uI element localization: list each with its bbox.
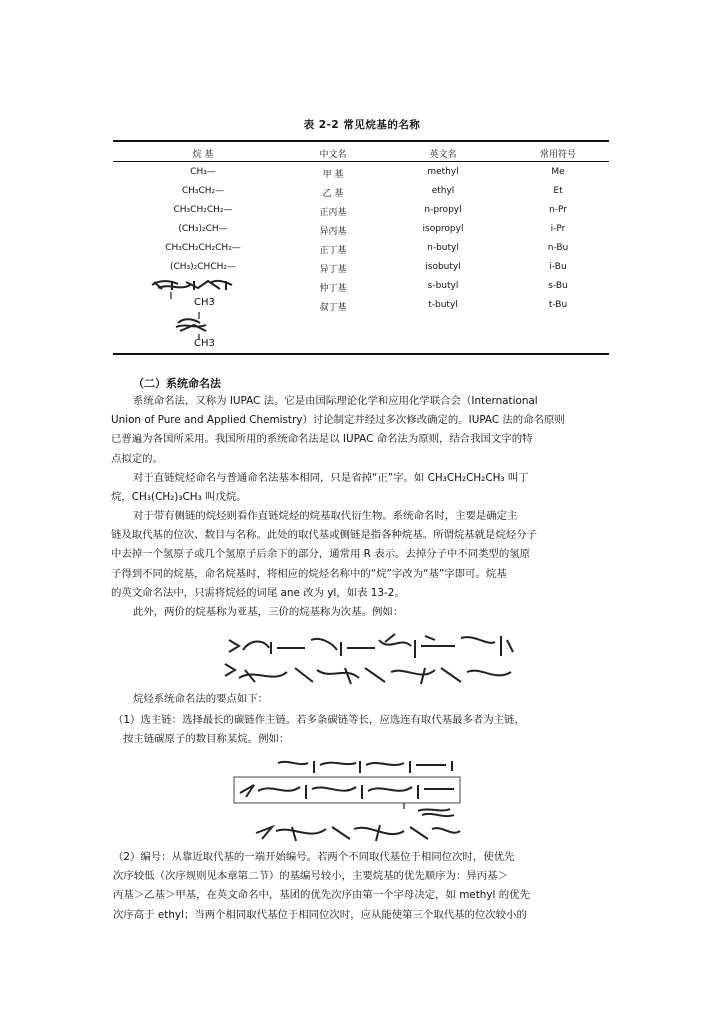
cell-symbol: n-Pr (549, 205, 567, 215)
cell-symbol: i-Pr (550, 224, 566, 234)
text-line: 系统命名法，又称为 IUPAC 法。它是由国际理论化学和应用化学联合会（International (133, 395, 538, 407)
paragraph-numbering (113, 848, 618, 925)
cell-symbol: t-Bu (548, 300, 568, 310)
cell-english: s-butyl (427, 281, 459, 291)
text-line: 次序较低（次序规则见本章第二节）的基编号较小，主要烷基的优先顺序为：异丙基＞ (113, 870, 508, 883)
cell-symbol: n-Bu (547, 243, 569, 253)
cell-chinese: 甲 基 (322, 170, 344, 180)
paragraph-main-chain (113, 711, 618, 749)
paragraph-branched (111, 507, 616, 603)
cell-chinese: 正丙基 (319, 208, 347, 218)
table-caption: 表 2-2 常见烷基的名称 (303, 119, 421, 131)
text-line: 丙基＞乙基＞甲基，在英文命名中，基团的优先次序由第一个字母决定，如 methyl 的优先 (113, 889, 530, 902)
cell-symbol: i-Bu (549, 262, 567, 272)
cell-chinese: 乙 基 (322, 189, 344, 199)
table-row (113, 186, 609, 204)
butyl-structure-figure (150, 279, 235, 354)
header-symbol: 常用符号 (539, 150, 576, 160)
cell-english: n-propyl (424, 205, 462, 215)
cell-formula: (CH₃)₂CH— (178, 224, 228, 234)
cell-english: methyl (427, 167, 459, 177)
cell-formula: (CH₃)₂CHCH₂— (169, 262, 236, 272)
text-line: 中去掉一个氢原子或几个氢原子后余下的部分，通常用 R 表示。去掉分子中不同类型的氢原 (111, 548, 531, 561)
header-chinese-name: 中文名 (319, 150, 347, 160)
text-line: 按主链碳原子的数目称某烷。例如： (123, 733, 290, 746)
table-row (113, 224, 609, 242)
text-line: 对于带有侧链的烷烃则看作直链烷烃的烷基取代衍生物。系统命名时，主要是确定主 (133, 510, 518, 522)
text-line: 已普遍为各国所采用。我国所用的系统命名法是以 IUPAC 命名法为原则，结合我国文字的特 (111, 433, 533, 446)
cell-formula: CH₃CH₂CH₂CH₂— (165, 243, 241, 253)
header-alkyl: 烷 基 (192, 150, 214, 160)
text-line: 的英文命名法中，只需将烷烃的词尾 ane 改为 yl，如表 13-2。 (111, 586, 405, 599)
text-line: 子得到不同的烷基，命名烷基时，将相应的烷烃名称中的“烷”字改为“基”字即可。烷基 (111, 567, 507, 580)
cell-chinese: 异丙基 (319, 227, 347, 237)
cell-english: t-butyl (428, 300, 458, 310)
text-line: Union of Pure and Applied Chemistry）讨论制定并经过多次修改确定的。IUPAC 法的命名原则 (111, 414, 565, 427)
paragraph-iupac (111, 392, 616, 469)
text-line: 链及取代基的位次、数目与名称。此处的取代基或侧链是指各种烷基。所谓烷基就是烷烃分子 (111, 529, 538, 542)
main-chain-example-figure (232, 757, 464, 849)
cell-formula: CH₃CH₂— (181, 186, 225, 196)
cell-symbol: Me (551, 167, 565, 177)
table-row (113, 167, 609, 185)
section-heading: （二）系统命名法 (133, 377, 221, 390)
cell-chinese: 叔丁基 (319, 303, 347, 313)
text-line: （1）选主链：选择最长的碳链作主链。若多条碳链等长，应选连有取代基最多者为主链， (113, 714, 525, 726)
text-line: 次序高于 ethyl；当两个相同取代基位于相同位次时，应从能使第三个取代基的位次较小的 (113, 908, 527, 921)
header-english-name: 英文名 (429, 150, 457, 160)
cell-english: isopropyl (422, 224, 464, 234)
text-line: 此外，两价的烷基称为亚基，三价的烷基称为次基。例如： (133, 606, 404, 618)
cell-english: n-butyl (427, 243, 459, 253)
text-line: （2）编号：从靠近取代基的一端开始编号。若两个不同取代基位于相同位次时，使优先 (113, 851, 515, 863)
table-top-rule (113, 140, 609, 142)
ch3-label-top: CH3 (194, 297, 215, 308)
table-row (113, 243, 609, 261)
cell-chinese: 异丁基 (319, 265, 347, 275)
cell-english: isobutyl (425, 262, 461, 272)
paragraph-key-points (111, 690, 616, 709)
text-line: 点拟定的。 (111, 452, 163, 465)
paragraph-divalent (111, 603, 616, 622)
text-line: 烷，CH₃(CH₂)₃CH₃ 叫戊烷。 (111, 491, 247, 504)
cell-symbol: Et (553, 186, 563, 196)
paragraph-straight-chain (111, 469, 616, 507)
table-row (113, 205, 609, 223)
table-header (113, 147, 609, 165)
table-row (113, 262, 609, 280)
cell-formula: CH₃CH₂CH₂— (173, 205, 233, 215)
cell-english: ethyl (431, 186, 455, 196)
text-line: 对于直链烷烃命名与普通命名法基本相同，只是省掉“正”字。如 CH₃CH₂CH₂CH₃ 叫丁 (133, 472, 529, 484)
text-line: 烷烃系统命名法的要点如下： (133, 693, 269, 705)
alkylene-example-figure (225, 632, 515, 694)
ch3-label-bottom: CH3 (194, 338, 215, 349)
cell-chinese: 正丁基 (319, 246, 347, 256)
cell-formula: CH₃— (190, 167, 216, 177)
cell-symbol: s-Bu (548, 281, 568, 291)
cell-chinese: 仲丁基 (319, 284, 347, 294)
